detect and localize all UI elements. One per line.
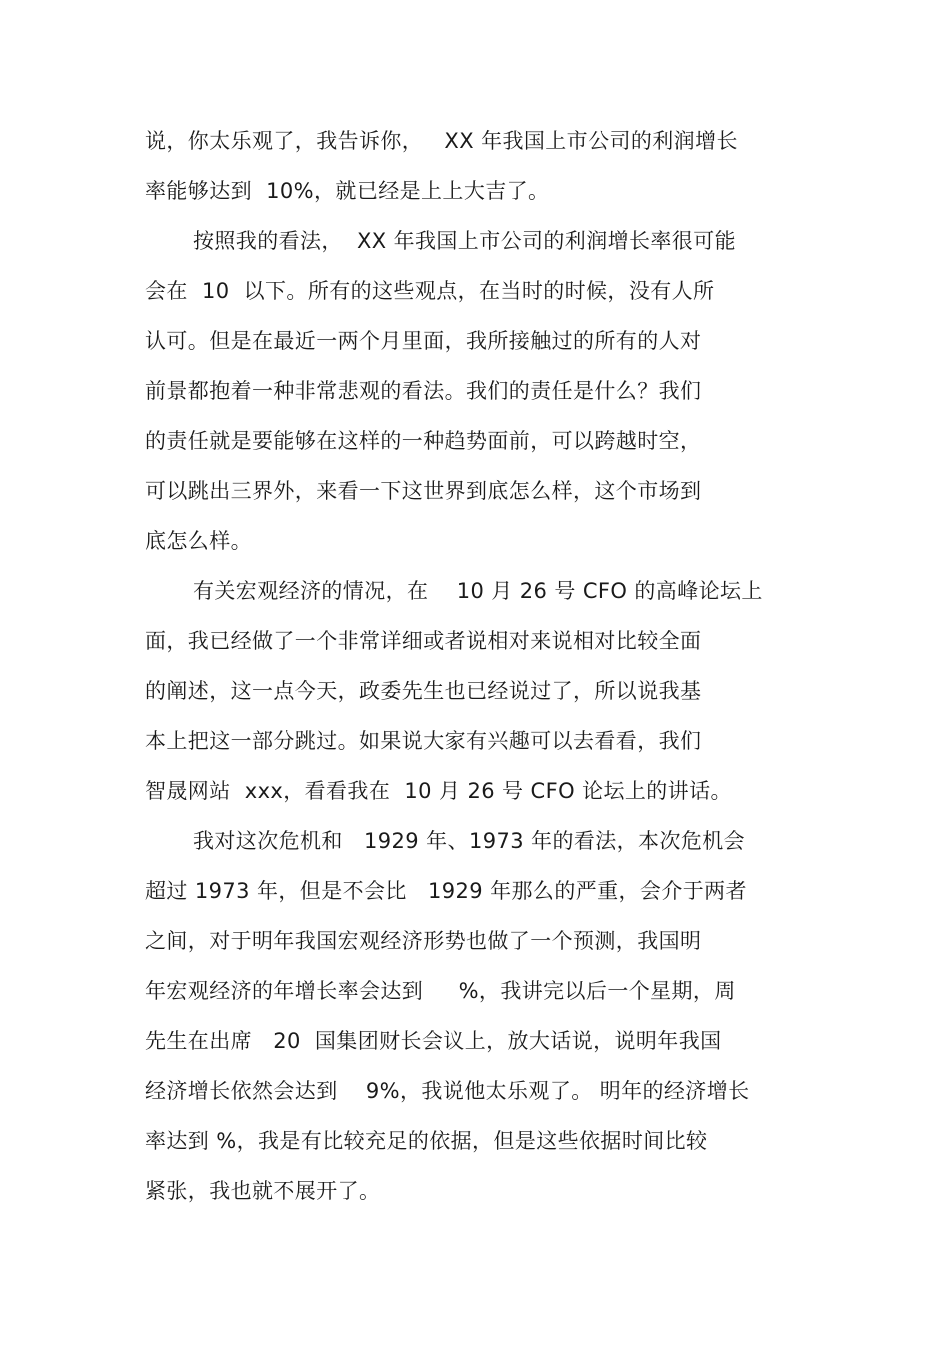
text-line: 底怎么样。 [145, 529, 252, 553]
text-line: 认可。但是在最近一两个月里面，我所接触过的所有的人对 [145, 329, 702, 353]
text-line: 面，我已经做了一个非常详细或者说相对来说相对比较全面 [145, 629, 702, 653]
paragraph-first-line: 有关宏观经济的情况，在 10 月 26 号 CFO 的高峰论坛上 [193, 579, 763, 603]
text-line: 说，你太乐观了，我告诉你， XX 年我国上市公司的利润增长 [145, 129, 738, 153]
text-line: 会在 10 以下。所有的这些观点，在当时的时候，没有人所 [145, 279, 715, 303]
text-line: 智晟网站 xxx，看看我在 10 月 26 号 CFO 论坛上的讲话。 [145, 779, 732, 803]
paragraph-first-line: 按照我的看法， XX 年我国上市公司的利润增长率很可能 [193, 229, 736, 253]
text-line: 本上把这一部分跳过。如果说大家有兴趣可以去看看，我们 [145, 729, 702, 753]
text-line: 先生在出席 20 国集团财长会议上，放大话说，说明年我国 [145, 1029, 722, 1053]
text-line: 前景都抱着一种非常悲观的看法。我们的责任是什么？我们 [145, 379, 702, 403]
text-line: 经济增长依然会达到 9%，我说他太乐观了。 明年的经济增长 [145, 1079, 750, 1103]
text-line: 超过 1973 年，但是不会比 1929 年那么的严重，会介于两者 [145, 879, 747, 903]
text-line: 的责任就是要能够在这样的一种趋势面前，可以跨越时空， [145, 429, 702, 453]
text-line: 率达到 %，我是有比较充足的依据，但是这些依据时间比较 [145, 1129, 708, 1153]
text-line: 紧张，我也就不展开了。 [145, 1179, 381, 1203]
paragraph-first-line: 我对这次危机和 1929 年、1973 年的看法，本次危机会 [193, 829, 746, 853]
text-line: 年宏观经济的年增长率会达到 %，我讲完以后一个星期，周 [145, 979, 736, 1003]
text-line: 可以跳出三界外，来看一下这世界到底怎么样，这个市场到 [145, 479, 702, 503]
text-line: 的阐述，这一点今天，政委先生也已经说过了，所以说我基 [145, 679, 702, 703]
text-line: 率能够达到 10%，就已经是上上大吉了。 [145, 179, 550, 203]
text-line: 之间，对于明年我国宏观经济形势也做了一个预测，我国明 [145, 929, 702, 953]
